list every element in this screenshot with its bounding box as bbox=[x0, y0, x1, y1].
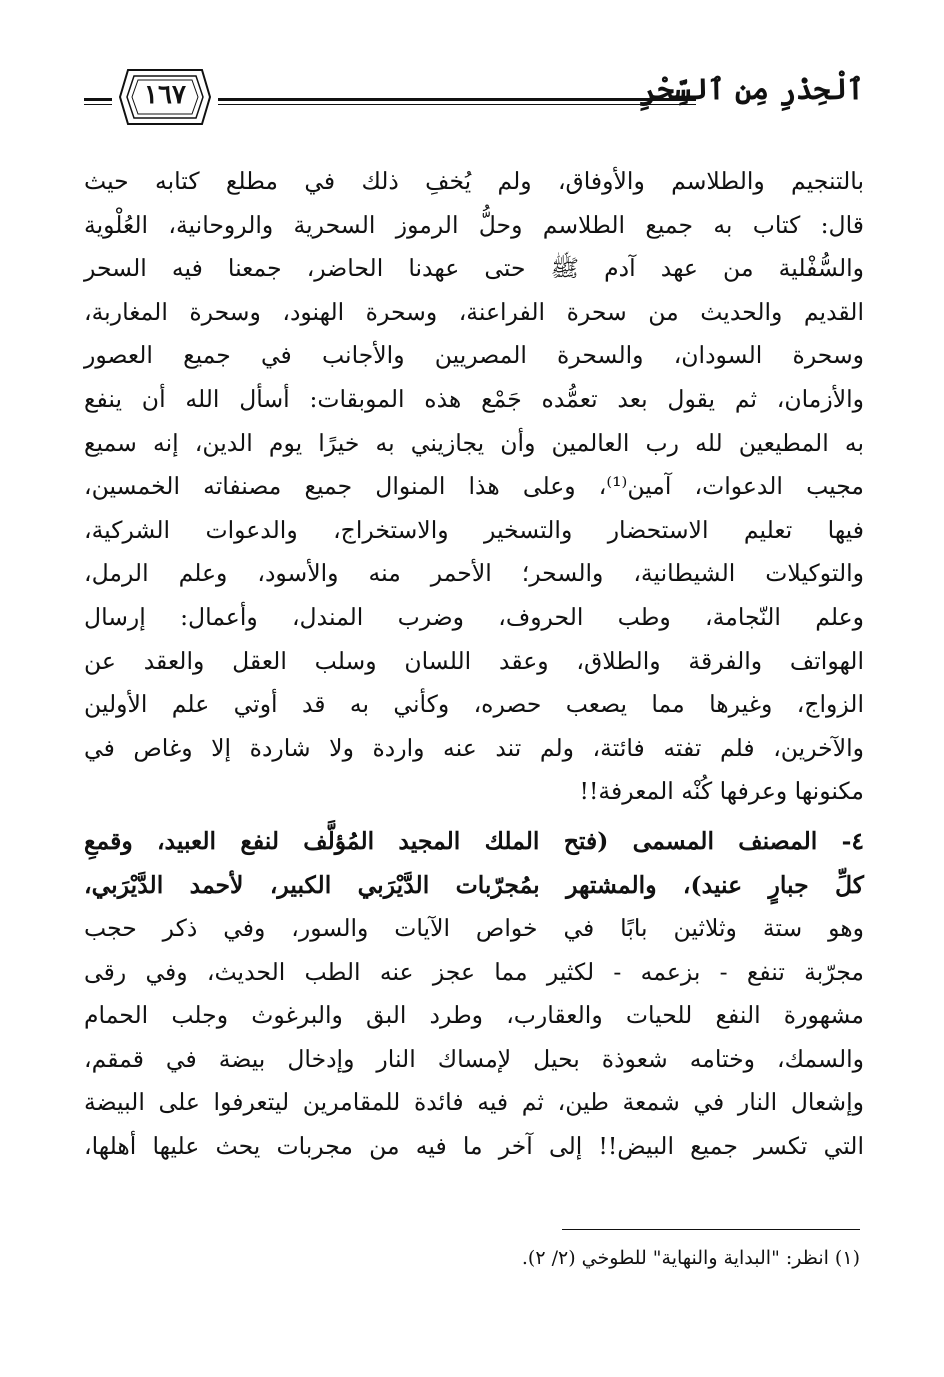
text-line: والآخرين، فلم تفته فائتة، ولم تند عنه واردة ولا شاردة إلا وغاص في bbox=[84, 733, 864, 762]
running-title: ٱلْحِذْرِ مِن ٱلسِّحْرِ bbox=[639, 72, 864, 106]
text-line: وهو ستة وثلاثين بابًا في خواص الآيات والسور، وفي ذكر حجب bbox=[84, 914, 864, 943]
text-line: الزواج، وغيرها مما يصعب حصره، وكأني به قد أوتي علم الأولين bbox=[84, 690, 864, 719]
header-rule bbox=[218, 98, 696, 105]
page-header bbox=[84, 66, 864, 128]
text-line: مجرّبة تنفع - بزعمه - لكثير مما عجز عنه الطب الحديث، وفي رقى bbox=[84, 957, 864, 986]
text-line: والأزمان، ثم يقول بعد تعمُّده جَمْع هذه الموبقات: أسأل الله أن ينفع bbox=[84, 384, 864, 413]
footnote: (١) انظر: "البداية والنهاية" للطوخي (٢/ ٢). bbox=[521, 1247, 860, 1269]
footnote-rule bbox=[562, 1229, 860, 1230]
text-line: مشهورة النفع للحيات والعقارب، وطرد البق والبرغوث وجلب الحمام bbox=[84, 1001, 864, 1030]
text-line: والسمك، وختامه شعوذة بحيل لإمساك النار وإدخال بيضة في قمقم، bbox=[84, 1044, 864, 1073]
main-text bbox=[84, 160, 864, 1169]
header-rule-short bbox=[84, 98, 112, 105]
text-line: التي تكسر جميع البيض!! إلى آخر ما فيه من مجربات يحث عليها أهلها، bbox=[84, 1132, 864, 1161]
text-line: قال: كتاب به جميع الطلاسم وحلُّ الرموز السحرية والروحانية، العُلْوية bbox=[84, 210, 864, 239]
text-line: مكنونها وعرفها كُنْه المعرفة!! bbox=[579, 777, 864, 806]
page-number-frame bbox=[118, 66, 212, 128]
page-number: ١٦٧ bbox=[144, 80, 186, 110]
text-line: والتوكيلات الشيطانية، والسحر؛ الأحمر منه والأسود، وعلم الرمل، bbox=[84, 559, 864, 588]
item-heading-line: ٤- المصنف المسمى (فتح الملك المجيد المُؤلَّف لنفع العبيد، وقمعِ bbox=[84, 826, 864, 855]
text-line: وعلم النّجامة، وطب الحروف، وضرب المندل، وأعمال: إرسال bbox=[84, 602, 864, 631]
text-line: فيها تعليم الاستحضار والتسخير والاستخراج، والدعوات الشركية، bbox=[84, 515, 864, 544]
text-line: الهواتف والفرقة والطلاق، وعقد اللسان وسلب العقل والعقد عن bbox=[84, 646, 864, 675]
text-line: وإشعال النار في شمعة طين، ثم فيه فائدة للمقامرين ليتعرفوا على البيضة bbox=[84, 1088, 864, 1117]
text-line: به المطيعين لله رب العالمين وأن يجازيني به خيرًا يوم الدين، إنه سميع bbox=[84, 428, 864, 457]
text-line: القديم والحديث من سحرة الفراعنة، وسحرة الهنود، وسحرة المغاربة، bbox=[84, 297, 864, 326]
item-heading-line: كلِّ جبارٍ عنيد)، والمشتهر بمُجرّبات الدَّيْرَبي الكبير، لأحمد الدَّيْرَبي، bbox=[84, 870, 864, 899]
text-line: وسحرة السودان، والسحرة المصريين والأجانب في جميع العصور bbox=[84, 341, 864, 370]
text-line: والسُّفْلية من عهد آدم ﷺ حتى عهدنا الحاضر، جمعنا فيه السحر bbox=[84, 254, 864, 283]
text-line: بالتنجيم والطلاسم والأوفاق، ولم يُخفِ ذلك في مطلع كتابه حيث bbox=[84, 167, 864, 195]
text-line: مجيب الدعوات، آمين⁽¹⁾، وعلى هذا المنوال جميع مصنفاته الخمسين، bbox=[84, 472, 865, 501]
